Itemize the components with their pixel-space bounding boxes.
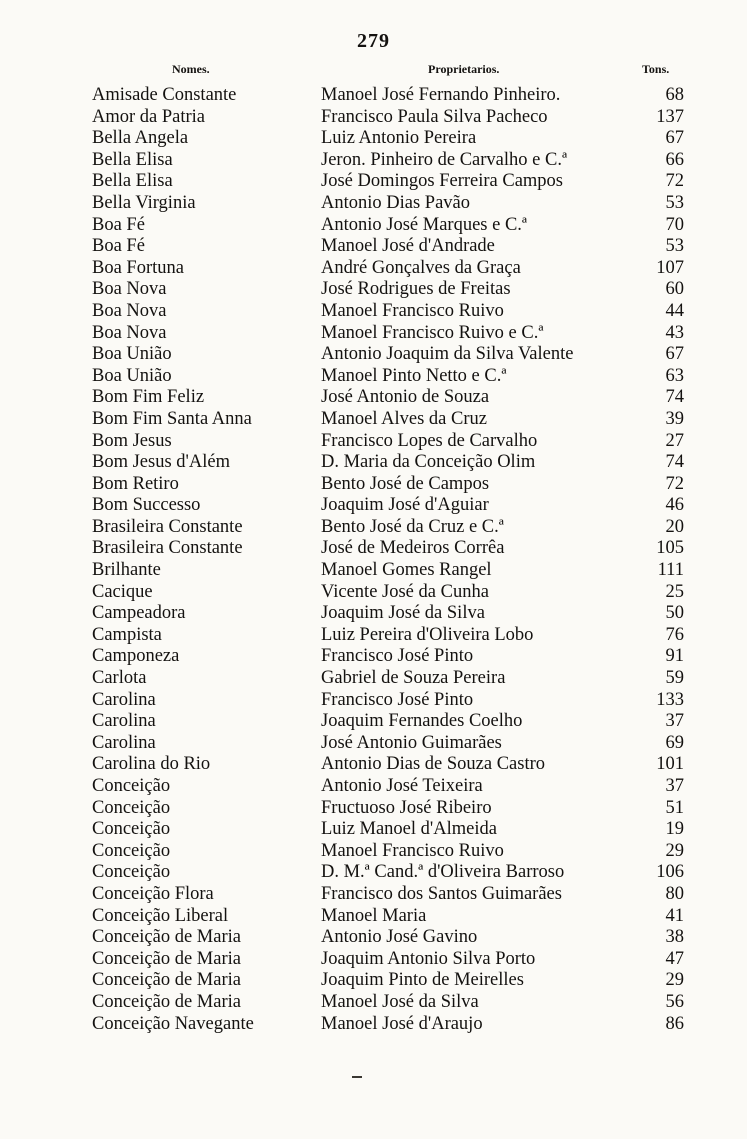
tonnage: 63 <box>665 365 684 386</box>
tonnage: 106 <box>656 862 684 883</box>
table-row <box>0 409 747 431</box>
owner-name: Manoel José da Silva <box>321 991 479 1012</box>
vessel-name: Carlota <box>92 668 147 689</box>
vessel-name: Camponeza <box>92 646 180 667</box>
tonnage: 70 <box>665 214 684 235</box>
vessel-name: Conceição <box>92 819 171 840</box>
vessel-name: Bella Elisa <box>92 171 173 192</box>
owner-name: Francisco dos Santos Guimarães <box>321 883 562 904</box>
table-row <box>0 992 747 1014</box>
vessel-name: Conceição de Maria <box>92 927 241 948</box>
vessel-name: Bom Successo <box>92 495 201 516</box>
tonnage: 68 <box>665 85 684 105</box>
table-row <box>0 949 747 971</box>
bottom-dash-mark <box>352 1076 362 1078</box>
tonnage: 41 <box>665 905 684 926</box>
table-row <box>0 85 747 107</box>
table-row <box>0 970 747 992</box>
tonnage: 111 <box>657 560 684 581</box>
table-row <box>0 517 747 539</box>
tonnage: 59 <box>665 668 684 689</box>
tonnage: 37 <box>665 776 684 796</box>
tonnage: 80 <box>665 883 684 904</box>
table-row <box>0 171 747 193</box>
tonnage: 72 <box>665 473 684 494</box>
tonnage: 56 <box>665 991 684 1012</box>
tonnage: 44 <box>665 300 684 321</box>
tonnage: 46 <box>665 495 684 516</box>
vessel-name: Boa Nova <box>92 322 167 343</box>
table-row <box>0 538 747 560</box>
vessel-name: Bom Jesus <box>92 430 172 451</box>
tonnage: 53 <box>665 192 684 213</box>
ship-register-table <box>0 85 747 1035</box>
owner-name: Jeron. Pinheiro de Carvalho e C.ª <box>321 149 568 170</box>
owner-name: Manoel Francisco Ruivo e C.ª <box>321 322 544 343</box>
vessel-name: Boa Fortuna <box>92 257 184 278</box>
owner-name: Francisco José Pinto <box>321 646 474 667</box>
vessel-name: Conceição Liberal <box>92 905 229 926</box>
tonnage: 27 <box>665 430 684 451</box>
table-row <box>0 193 747 215</box>
tonnage: 105 <box>656 538 684 559</box>
table-row <box>0 776 747 798</box>
tonnage: 74 <box>665 387 684 408</box>
owner-name: Antonio José Teixeira <box>321 776 483 796</box>
table-row <box>0 625 747 647</box>
vessel-name: Campeadora <box>92 603 186 624</box>
table-row <box>0 301 747 323</box>
tonnage: 66 <box>665 149 684 170</box>
table-row <box>0 366 747 388</box>
vessel-name: Carolina <box>92 732 156 753</box>
owner-name: Bento José da Cruz e C.ª <box>321 516 504 537</box>
tonnage: 39 <box>665 408 684 429</box>
table-row <box>0 884 747 906</box>
tonnage: 20 <box>665 516 684 537</box>
vessel-name: Conceição <box>92 840 171 861</box>
tonnage: 101 <box>656 754 684 775</box>
vessel-name: Conceição <box>92 776 171 796</box>
vessel-name: Bom Fim Santa Anna <box>92 408 252 429</box>
header-names: Nomes. <box>172 62 210 76</box>
tonnage: 38 <box>665 927 684 948</box>
table-row <box>0 495 747 517</box>
owner-name: José Antonio de Souza <box>321 387 490 408</box>
owner-name: Luiz Antonio Pereira <box>321 128 477 149</box>
table-row <box>0 215 747 237</box>
vessel-name: Carolina <box>92 689 156 710</box>
table-row <box>0 323 747 345</box>
tonnage: 47 <box>665 948 684 969</box>
table-row <box>0 474 747 496</box>
vessel-name: Amor da Patria <box>92 106 206 127</box>
vessel-name: Bom Retiro <box>92 473 179 494</box>
table-row <box>0 236 747 258</box>
tonnage: 53 <box>665 236 684 257</box>
owner-name: Antonio José Marques e C.ª <box>321 214 528 235</box>
vessel-name: Conceição de Maria <box>92 991 241 1012</box>
owner-name: Antonio Dias Pavão <box>321 192 471 213</box>
table-row <box>0 150 747 172</box>
table-row <box>0 107 747 129</box>
owner-name: Antonio José Gavino <box>321 927 478 948</box>
table-row <box>0 711 747 733</box>
tonnage: 51 <box>665 797 684 818</box>
tonnage: 50 <box>665 603 684 624</box>
vessel-name: Boa União <box>92 344 172 365</box>
tonnage: 67 <box>665 344 684 365</box>
table-row <box>0 279 747 301</box>
vessel-name: Boa Fé <box>92 214 145 235</box>
vessel-name: Boa União <box>92 365 172 386</box>
owner-name: Francisco José Pinto <box>321 689 474 710</box>
owner-name: Manoel Gomes Rangel <box>321 560 492 581</box>
vessel-name: Conceição Flora <box>92 883 214 904</box>
tonnage: 72 <box>665 171 684 192</box>
table-row <box>0 841 747 863</box>
tonnage: 19 <box>665 819 684 840</box>
tonnage: 29 <box>665 970 684 991</box>
owner-name: Francisco Lopes de Carvalho <box>321 430 538 451</box>
vessel-name: Conceição <box>92 797 171 818</box>
table-row <box>0 862 747 884</box>
owner-name: Vicente José da Cunha <box>321 581 489 602</box>
owner-name: Joaquim José da Silva <box>321 603 485 624</box>
tonnage: 37 <box>665 711 684 732</box>
vessel-name: Boa Nova <box>92 300 167 321</box>
tonnage: 137 <box>656 106 684 127</box>
vessel-name: Boa Nova <box>92 279 167 300</box>
vessel-name: Amisade Constante <box>92 85 237 105</box>
vessel-name: Bella Virginia <box>92 192 196 213</box>
vessel-name: Conceição de Maria <box>92 948 241 969</box>
vessel-name: Bom Jesus d'Além <box>92 452 230 473</box>
table-row <box>0 258 747 280</box>
owner-name: Joaquim Pinto de Meirelles <box>321 970 524 991</box>
tonnage: 60 <box>665 279 684 300</box>
column-headers <box>0 62 747 80</box>
header-tons: Tons. <box>642 62 670 76</box>
tonnage: 43 <box>665 322 684 343</box>
tonnage: 67 <box>665 128 684 149</box>
owner-name: Manoel Pinto Netto e C.ª <box>321 365 507 386</box>
owner-name: Antonio Joaquim da Silva Valente <box>321 344 574 365</box>
tonnage: 133 <box>656 689 684 710</box>
tonnage: 29 <box>665 840 684 861</box>
owner-name: Joaquim José d'Aguiar <box>321 495 489 516</box>
vessel-name: Cacique <box>92 581 153 602</box>
owner-name: Luiz Pereira d'Oliveira Lobo <box>321 624 534 645</box>
owner-name: Bento José de Campos <box>321 473 490 494</box>
tonnage: 69 <box>665 732 684 753</box>
tonnage: 74 <box>665 452 684 473</box>
owner-name: Manoel Francisco Ruivo <box>321 300 504 321</box>
tonnage: 76 <box>665 624 684 645</box>
vessel-name: Bella Elisa <box>92 149 173 170</box>
owner-name: André Gonçalves da Graça <box>321 257 521 278</box>
owner-name: Manoel José d'Araujo <box>321 1013 483 1034</box>
tonnage: 107 <box>656 257 684 278</box>
table-row <box>0 690 747 712</box>
owner-name: D. Maria da Conceição Olim <box>321 452 536 473</box>
table-row <box>0 387 747 409</box>
table-row <box>0 754 747 776</box>
table-row <box>0 819 747 841</box>
tonnage: 25 <box>665 581 684 602</box>
owner-name: Manoel Alves da Cruz <box>321 408 487 429</box>
vessel-name: Carolina do Rio <box>92 754 211 775</box>
vessel-name: Brasileira Constante <box>92 538 243 559</box>
owner-name: José de Medeiros Corrêa <box>321 538 505 559</box>
owner-name: Manoel Francisco Ruivo <box>321 840 504 861</box>
vessel-name: Campista <box>92 624 162 645</box>
table-row <box>0 431 747 453</box>
tonnage: 91 <box>665 646 684 667</box>
owner-name: Francisco Paula Silva Pacheco <box>321 106 548 127</box>
vessel-name: Conceição Navegante <box>92 1013 254 1034</box>
owner-name: José Rodrigues de Freitas <box>321 279 511 300</box>
page-number: 279 <box>357 30 390 52</box>
header-owners: Proprietarios. <box>428 62 500 76</box>
owner-name: Gabriel de Souza Pereira <box>321 668 506 689</box>
table-row <box>0 128 747 150</box>
table-row <box>0 798 747 820</box>
vessel-name: Conceição <box>92 862 171 883</box>
tonnage: 86 <box>665 1013 684 1034</box>
owner-name: Manoel José Fernando Pinheiro. <box>321 85 561 105</box>
owner-name: José Antonio Guimarães <box>321 732 502 753</box>
table-row <box>0 603 747 625</box>
owner-name: Manoel Maria <box>321 905 427 926</box>
table-row <box>0 927 747 949</box>
table-row <box>0 646 747 668</box>
table-row <box>0 668 747 690</box>
owner-name: Joaquim Antonio Silva Porto <box>321 948 536 969</box>
table-row <box>0 582 747 604</box>
owner-name: José Domingos Ferreira Campos <box>321 171 564 192</box>
owner-name: Luiz Manoel d'Almeida <box>321 819 497 840</box>
owner-name: Fructuoso José Ribeiro <box>321 797 492 818</box>
table-row <box>0 452 747 474</box>
owner-name: Manoel José d'Andrade <box>321 236 495 257</box>
vessel-name: Bom Fim Feliz <box>92 387 205 408</box>
owner-name: Antonio Dias de Souza Castro <box>321 754 546 775</box>
table-row <box>0 733 747 755</box>
vessel-name: Brilhante <box>92 560 161 581</box>
owner-name: Joaquim Fernandes Coelho <box>321 711 523 732</box>
vessel-name: Conceição de Maria <box>92 970 241 991</box>
table-row <box>0 560 747 582</box>
vessel-name: Brasileira Constante <box>92 516 243 537</box>
table-row <box>0 906 747 928</box>
table-row <box>0 344 747 366</box>
owner-name: D. M.ª Cand.ª d'Oliveira Barroso <box>321 862 565 883</box>
table-row <box>0 1014 747 1036</box>
vessel-name: Bella Angela <box>92 128 189 149</box>
vessel-name: Carolina <box>92 711 156 732</box>
vessel-name: Boa Fé <box>92 236 145 257</box>
